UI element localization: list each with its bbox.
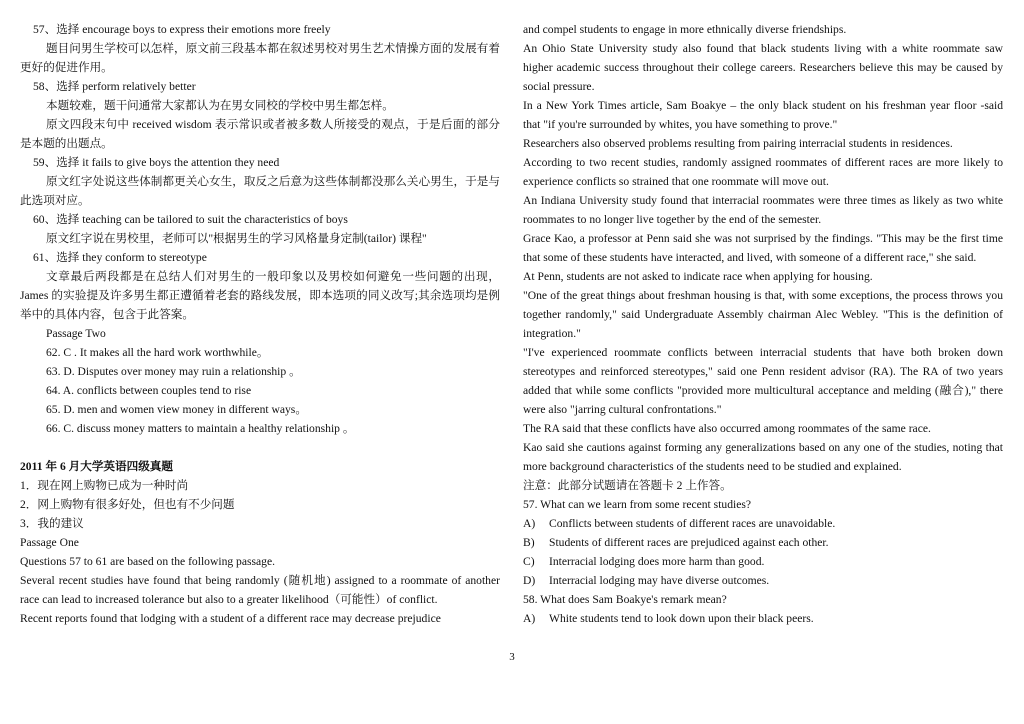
- answer-61: 61、选择 they conform to stereotype: [33, 251, 207, 264]
- option-text: Interracial lodging may have diverse outcomes.: [549, 574, 770, 587]
- left-column: [20, 20, 500, 628]
- question-58: 58. What does Sam Boakye's remark mean?: [523, 593, 727, 606]
- answer-57: 57、选择 encourage boys to express their emotions more freely: [33, 23, 331, 36]
- passage-paragraph: "I've experienced roommate conflicts between interracial students that have both broken down stereotypes and reinforced stereotypes," said one Penn resident advisor (RA). The RA of two years added that while some conflicts "provided more multicultural acceptance and melding (融合)," there were also "jarring cultural confrontations.": [523, 346, 1003, 416]
- right-column: [523, 20, 1003, 628]
- writing-point-1: 1．现在网上购物已成为一种时尚: [20, 479, 189, 492]
- explanation-58-a: 本题较难，题干问通常大家都认为在男女同校的学校中男生都怎样。: [46, 99, 394, 112]
- answer-62: 62. C . It makes all the hard work worthwhile。: [46, 346, 269, 359]
- passage-paragraph: In a New York Times article, Sam Boakye – the only black student on his freshman year floor -said that "if you're surrounded by whites, you have something to prove.": [523, 99, 1003, 131]
- passage-one-label: Passage One: [20, 536, 79, 549]
- passage-paragraph: Researchers also observed problems resulting from pairing interracial students in residences.: [523, 137, 953, 150]
- passage-paragraph: Kao said she cautions against forming any generalizations based on any one of the studies, noting that more background characteristics of the students need to be studied and explained.: [523, 441, 1003, 473]
- question-57: 57. What can we learn from some recent studies?: [523, 498, 752, 511]
- answer-sheet-notice: 注意：此部分试题请在答题卡 2 上作答。: [523, 479, 732, 492]
- passage-paragraph: An Ohio State University study also found that black students living with a white roommate saw higher academic success throughout their college careers. Researchers believe this may be caused by social pressure.: [523, 42, 1003, 93]
- passage-paragraph: The RA said that these conflicts have also occurred among roommates of the same race.: [523, 422, 931, 435]
- explanation-58-b: 原文四段末句中 received wisdom 表示常识或者被多数人所接受的观点，于是后面的部分是本题的出题点。: [20, 118, 500, 150]
- passage-paragraph: Recent reports found that lodging with a student of a different race may decrease prejudice: [20, 612, 441, 625]
- question-57-option-b: [523, 533, 1003, 552]
- explanation-60: 原文红字说在男校里，老师可以"根据男生的学习风格量身定制(tailor) 课程": [46, 232, 427, 245]
- option-text: Interracial lodging does more harm than good.: [549, 555, 765, 568]
- exam-title: 2011 年 6 月大学英语四级真题: [20, 460, 173, 473]
- page-number: 3: [509, 651, 515, 663]
- explanation-57: 题目问男生学校可以怎样，原文前三段基本都在叙述男校对男生艺术情操方面的发展有着更好的促进作用。: [20, 42, 500, 74]
- option-text: White students tend to look down upon their black peers.: [549, 612, 814, 625]
- passage-paragraph: and compel students to engage in more ethnically diverse friendships.: [523, 23, 847, 36]
- passage-paragraph: At Penn, students are not asked to indicate race when applying for housing.: [523, 270, 873, 283]
- explanation-61: 文章最后两段都是在总结人们对男生的一般印象以及男校如何避免一些问题的出现，James 的实验提及许多男生都正遭循着老套的路线发展，即本选项的同义改写;其余选项均是例举中的具体内容，包含于此答案。: [20, 270, 500, 321]
- writing-point-2: 2．网上购物有很多好处，但也有不少问题: [20, 498, 235, 511]
- option-key: D): [523, 574, 536, 587]
- option-key: B): [523, 536, 535, 549]
- passage-paragraph: "One of the great things about freshman housing is that, with some exceptions, the process throws you together randomly," said Undergraduate Assembly chairman Alec Webley. "This is the definition of integration.": [523, 289, 1003, 340]
- question-57-option-a: [523, 514, 1003, 533]
- option-key: C): [523, 555, 535, 568]
- passage-paragraph: Several recent studies have found that being randomly (随机地) assigned to a roommate of another race can lead to increased tolerance but also to a greater likelihood（可能性）of conflict.: [20, 574, 500, 606]
- spacer: [20, 438, 500, 457]
- passage-intro: Questions 57 to 61 are based on the following passage.: [20, 555, 276, 568]
- answer-66: 66. C. discuss money matters to maintain a healthy relationship 。: [46, 422, 355, 435]
- writing-point-3: 3．我的建议: [20, 517, 84, 530]
- answer-63: 63. D. Disputes over money may ruin a relationship 。: [46, 365, 301, 378]
- passage-two-label: Passage Two: [46, 327, 106, 340]
- passage-paragraph: Grace Kao, a professor at Penn said she was not surprised by the findings. "This may be the first time that some of these students have interacted, and lived, with someone of a different race," she said.: [523, 232, 1003, 264]
- question-58-option-a: [523, 609, 1003, 628]
- passage-paragraph: An Indiana University study found that interracial roommates were three times as likely as two white roommates to no longer live together by the end of the semester.: [523, 194, 1003, 226]
- option-text: Conflicts between students of different races are unavoidable.: [549, 517, 836, 530]
- option-key: A): [523, 517, 536, 530]
- answer-65: 65. D. men and women view money in different ways。: [46, 403, 307, 416]
- answer-60: 60、选择 teaching can be tailored to suit the characteristics of boys: [33, 213, 348, 226]
- explanation-59: 原文红字处说这些体制都更关心女生，取反之后意为这些体制都没那么关心男生，于是与此选项对应。: [20, 175, 500, 207]
- answer-58: 58、选择 perform relatively better: [33, 80, 196, 93]
- question-57-option-d: [523, 571, 1003, 590]
- option-text: Students of different races are prejudiced against each other.: [549, 536, 829, 549]
- answer-59: 59、选择 it fails to give boys the attention they need: [33, 156, 280, 169]
- answer-64: 64. A. conflicts between couples tend to rise: [46, 384, 252, 397]
- passage-paragraph: According to two recent studies, randomly assigned roommates of different races are more likely to experience conflicts so strained that one roommate will move out.: [523, 156, 1003, 188]
- option-key: A): [523, 612, 536, 625]
- question-57-option-c: [523, 552, 1003, 571]
